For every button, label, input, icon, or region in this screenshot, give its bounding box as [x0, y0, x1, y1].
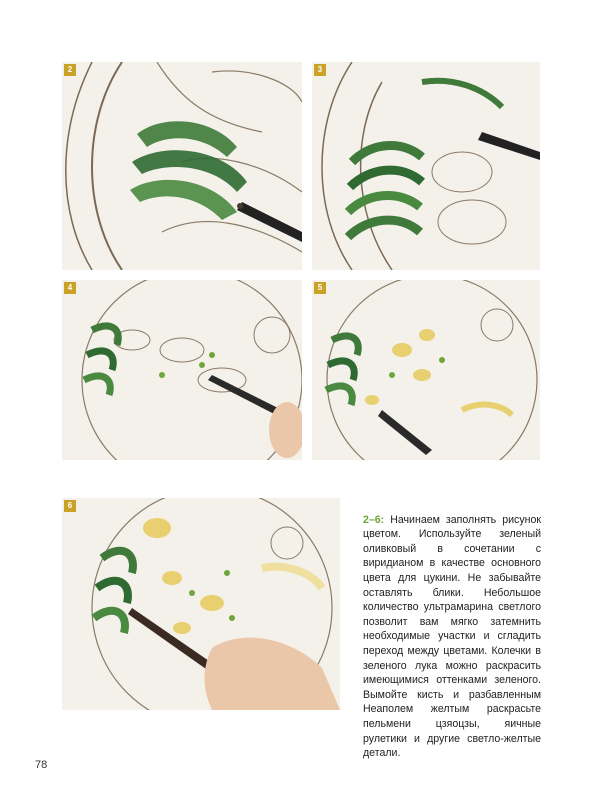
step-photo-6 [62, 498, 340, 710]
step-badge: 2 [64, 64, 76, 76]
sketch-plate-green-onion [62, 280, 302, 460]
sketch-plate-yellow-details [312, 280, 540, 460]
step-caption [363, 513, 541, 761]
step-badge: 6 [64, 500, 76, 512]
caption-text: Начинаем заполнять рисунок цветом. Используйте зеленый оливковый в сочетании с виридианом в качестве основного цвета для цукини. Не забывайте оставлять блики. Небольшое количество ультрамарина светлого позволит вам мягко затемнить необходимые участки и сгладить переход между цветами. Колечки в зеленого лука можно раскрасить имеющимися оттенками зеленого. Вымойте кисть и разбавленным Неаполем желтым раскрасьте пельмени цзяоцзы, яичные рулетики и другие светло-желтые детали. [363, 513, 541, 760]
sketch-plate-painting-hand [62, 498, 340, 710]
step-photo-3 [312, 62, 540, 270]
step-badge: 4 [64, 282, 76, 294]
page-number: 78 [35, 759, 48, 771]
sketch-zucchini-closeup [62, 62, 302, 270]
caption-lead: 2–6: [363, 513, 385, 526]
step-photo-2 [62, 62, 302, 270]
step-badge: 3 [314, 64, 326, 76]
step-badge: 5 [314, 282, 326, 294]
step-photo-5 [312, 280, 540, 460]
step-photo-4 [62, 280, 302, 460]
sketch-zucchini-full [312, 62, 540, 270]
